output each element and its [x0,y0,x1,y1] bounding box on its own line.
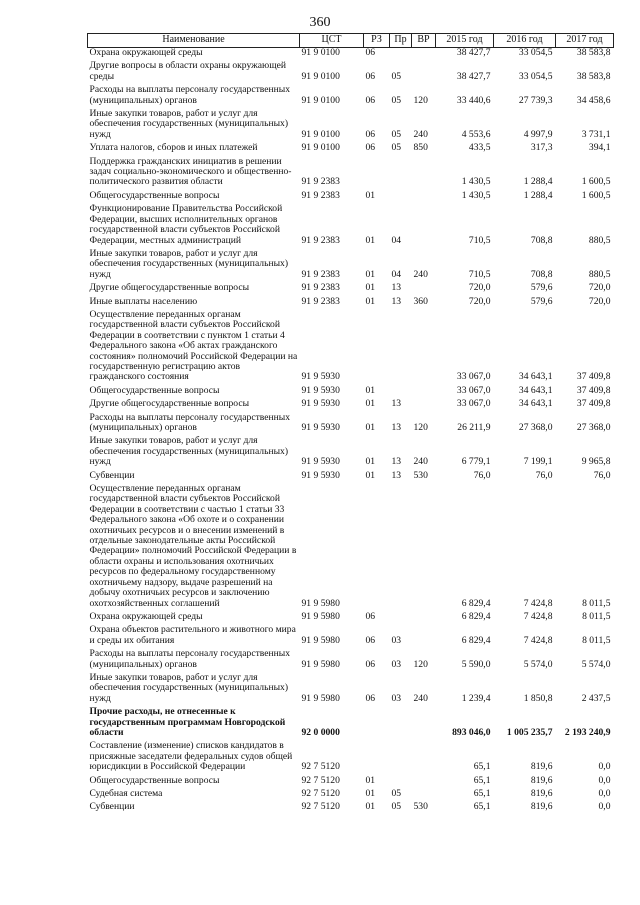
row-vr: 240 [413,128,428,140]
row-2017: 0,0 [598,801,611,813]
row-2017: 394,1 [588,142,611,154]
row-pr: 13 [391,456,402,468]
row-2016: 1 288,4 [523,189,553,201]
row-pr [390,157,412,191]
row-2015: 1 430,5 [461,176,491,188]
table-row [88,283,614,296]
row-rz: 01 [365,234,376,246]
table-row [88,143,614,156]
header-pr: Пр [390,34,412,48]
row-2015: 26 211,9 [457,422,491,433]
row-cst: 91 9 5980 [301,634,340,646]
row-2015: 6 829,4 [461,634,491,646]
row-vr [412,310,436,386]
table-row [88,471,614,484]
row-name: Уплата налогов, сборов и иных платежей [89,142,258,154]
row-pr: 13 [391,469,402,481]
row-rz [364,741,390,775]
row-pr: 05 [391,142,402,154]
row-2015: 38 427,7 [456,47,491,58]
row-name: Иные закупки товаров, работ и услуг для обеспечения государственных (муниципальных) нужд [89,671,289,704]
table-row [88,310,614,386]
row-vr: 120 [413,422,428,433]
row-2017: 34 458,6 [576,94,611,106]
table-row [88,204,614,249]
row-2015: 65,1 [473,774,491,786]
row-name: Составление (изменение) списков кандидатов в присяжные заседатели федеральных судов общей юрисдикции в Российской Федерации [89,740,293,773]
table-row [88,61,614,85]
row-cst: 92 7 5120 [301,761,340,773]
row-2016: 34 643,1 [518,371,553,383]
row-2017: 3 731,1 [581,128,611,140]
header-2017: 2017 год [556,34,614,48]
row-cst: 91 9 2383 [301,176,340,188]
row-vr: 240 [413,456,428,468]
row-2016: 1 850,8 [523,692,553,704]
page-number: 360 [309,15,331,30]
row-vr [412,707,436,741]
row-2017: 37 409,8 [576,371,611,383]
row-2015: 710,5 [468,234,491,246]
row-cst: 91 9 5930 [301,371,340,383]
row-2016: 27 739,3 [518,94,553,106]
row-2017: 2 437,5 [581,692,611,704]
row-vr [412,48,436,62]
row-2017: 880,5 [588,268,611,280]
row-pr: 05 [391,128,402,140]
row-2015: 76,0 [473,469,491,481]
row-vr [412,612,436,625]
header-name: Наименование [88,34,300,48]
row-name: Субвенции [89,801,135,813]
row-2017: 720,0 [588,295,611,307]
row-2016: 317,3 [530,142,553,154]
row-2017: 1 600,5 [581,176,611,188]
table-row [88,109,614,143]
row-2015: 893 046,0 [452,726,491,738]
table-row [88,649,614,673]
row-name: Другие общегосударственные вопросы [89,398,250,410]
table-row [88,249,614,283]
row-pr: 03 [391,692,402,704]
row-2017: 37 409,8 [576,384,611,396]
row-vr: 120 [413,94,428,106]
row-2015: 65,1 [473,801,491,813]
row-2015: 33 067,0 [456,398,491,410]
row-2016: 34 643,1 [518,384,553,396]
row-cst: 91 9 2383 [301,282,340,294]
row-rz: 01 [365,456,376,468]
row-2016: 819,6 [530,801,553,813]
row-name: Судебная система [89,788,163,799]
row-cst: 91 9 5980 [301,610,340,622]
row-cst: 91 9 5980 [301,597,340,609]
row-vr: 360 [413,295,428,307]
budget-table [87,33,614,816]
row-2015: 6 829,4 [461,610,491,622]
row-cst: 91 9 5980 [301,658,340,670]
row-rz: 06 [365,634,376,646]
row-rz: 06 [365,610,376,622]
table-row [88,436,614,470]
row-vr [412,204,436,249]
row-rz: 06 [365,692,376,704]
row-cst: 91 9 5930 [301,456,340,468]
row-2016: 7 424,8 [523,610,553,622]
row-2015: 6 779,1 [461,456,491,468]
row-2015: 38 427,7 [456,70,491,82]
row-cst: 91 9 5930 [301,384,340,396]
row-cst: 91 9 2383 [301,268,340,280]
row-rz: 01 [365,295,376,307]
row-2015: 65,1 [473,761,491,773]
row-vr: 850 [413,142,428,154]
row-vr: 240 [413,268,428,280]
table-row [88,707,614,741]
row-pr: 05 [391,70,402,82]
row-rz: 06 [365,94,376,106]
table-body [88,48,614,816]
row-2015: 4 553,6 [461,128,491,140]
row-2017: 2 193 240,9 [564,726,611,738]
row-2015: 433,5 [468,142,491,154]
row-2016: 33 054,5 [518,70,553,82]
row-2017: 8 011,5 [582,634,611,646]
table-row [88,399,614,412]
row-pr [390,484,412,612]
row-2016: 1 288,4 [523,176,553,188]
row-vr [412,191,436,204]
row-pr: 04 [391,234,402,246]
row-vr: 240 [413,692,428,704]
row-2016: 819,6 [530,761,553,773]
row-vr [412,625,436,649]
row-2015: 720,0 [468,282,491,294]
row-2016: 708,8 [530,268,553,280]
row-vr [412,484,436,612]
row-2017: 38 583,8 [576,70,611,82]
table-row [88,157,614,191]
row-name: Субвенции [89,469,135,481]
row-cst: 91 9 0100 [301,128,340,140]
row-pr [390,741,412,775]
header-rz: РЗ [364,34,390,48]
row-2016: 579,6 [530,282,553,294]
table-row [88,413,614,437]
row-vr [412,386,436,399]
row-2015: 33 067,0 [456,371,491,383]
row-2016: 33 054,5 [518,47,553,58]
row-name: Другие вопросы в области охраны окружающей среды [89,60,286,82]
row-2017: 720,0 [588,282,611,294]
row-name: Общегосударственные вопросы [89,384,220,396]
row-2015: 1 430,5 [461,189,491,201]
row-rz: 01 [365,384,376,396]
row-name: Расходы на выплаты персоналу государственных (муниципальных) органов [89,84,291,106]
row-rz: 06 [365,658,376,670]
row-2017: 8 011,5 [582,597,611,609]
table-row [88,741,614,775]
row-cst: 92 7 5120 [301,774,340,786]
row-2016: 27 368,0 [518,422,553,433]
row-rz: 06 [365,70,376,82]
row-rz [364,707,390,741]
row-cst: 92 0 0000 [301,726,340,738]
row-cst: 91 9 5980 [301,692,340,704]
row-2016: 1 005 235,7 [506,726,553,738]
row-rz: 01 [365,282,376,294]
row-cst: 91 9 2383 [301,234,340,246]
row-vr [412,283,436,296]
row-vr [412,61,436,85]
row-2015: 710,5 [468,268,491,280]
row-2017: 0,0 [598,761,611,773]
row-pr: 03 [391,658,402,670]
row-2016: 34 643,1 [518,398,553,410]
row-2016: 7 424,8 [523,597,553,609]
row-2016: 708,8 [530,234,553,246]
row-name: Прочие расходы, не отнесенные к государственным программам Новгородской области [89,706,286,738]
row-rz [364,310,390,386]
row-2017: 76,0 [593,469,611,481]
row-cst: 92 7 5120 [301,788,340,799]
table-row [88,612,614,625]
row-2015: 33 067,0 [456,384,491,396]
row-pr: 05 [391,801,402,813]
row-name: Общегосударственные вопросы [89,189,220,201]
row-2016: 579,6 [530,295,553,307]
row-pr: 13 [391,398,402,410]
row-vr: 530 [413,469,428,481]
row-rz: 01 [365,398,376,410]
row-pr: 05 [391,94,402,106]
row-name: Иные закупки товаров, работ и услуг для обеспечения государственных (муниципальных) нужд [89,108,289,140]
row-2015: 5 590,0 [461,658,491,670]
row-pr [390,191,412,204]
row-2017: 1 600,5 [581,189,611,201]
header-2015: 2015 год [436,34,494,48]
table-row [88,484,614,612]
row-2017: 0,0 [598,774,611,786]
row-rz: 01 [365,189,376,201]
row-rz: 01 [365,469,376,481]
row-cst: 91 9 2383 [301,295,340,307]
row-name: Иные закупки товаров, работ и услуг для обеспечения государственных (муниципальных) нужд [89,247,289,280]
row-2016: 7 424,8 [523,634,553,646]
row-2017: 27 368,0 [576,422,611,433]
row-pr: 05 [391,788,402,799]
row-2015: 65,1 [473,788,491,799]
table-row [88,85,614,109]
row-rz: 01 [365,801,376,813]
row-pr [390,776,412,789]
row-name: Иные выплаты населению [89,295,198,307]
row-2017: 38 583,8 [576,47,611,58]
row-cst: 91 9 0100 [301,142,340,154]
row-name: Общегосударственные вопросы [89,774,220,786]
row-pr [390,386,412,399]
row-rz: 01 [365,422,376,433]
row-rz [364,484,390,612]
row-2017: 5 574,0 [581,658,611,670]
row-2017: 37 409,8 [576,398,611,410]
row-cst: 91 9 5930 [301,469,340,481]
row-cst: 91 9 0100 [301,94,340,106]
table-row [88,776,614,789]
header-2016: 2016 год [494,34,556,48]
table-row [88,191,614,204]
row-vr [412,789,436,802]
row-2016: 819,6 [530,788,553,799]
row-name: Охрана объектов растительного и животного мира и среды их обитания [89,624,296,646]
row-name: Функционирование Правительства Российской Федерации, высших исполнительных органов государственной власти субъектов Российской Федерации, местных администраций [89,203,283,246]
row-rz: 06 [365,47,376,58]
row-name: Поддержка гражданских инициатив в решении задач социально-экономического и общественно-политического развития области [89,155,292,188]
row-pr: 13 [391,295,402,307]
table-row [88,673,614,707]
row-rz: 01 [365,268,376,280]
row-name: Охрана окружающей среды [89,47,203,58]
row-vr: 120 [413,658,428,670]
row-name: Иные закупки товаров, работ и услуг для обеспечения государственных (муниципальных) нужд [89,435,289,468]
row-vr [412,776,436,789]
row-name: Расходы на выплаты персоналу государственных (муниципальных) органов [89,648,291,670]
row-pr [390,48,412,62]
table-row [88,802,614,815]
row-pr: 03 [391,634,402,646]
row-vr [412,399,436,412]
row-pr [390,310,412,386]
header-vr: ВР [412,34,436,48]
row-2017: 9 965,8 [581,456,611,468]
row-vr [412,157,436,191]
table-header-row [88,34,614,48]
header-cst: ЦСТ [300,34,364,48]
row-vr: 530 [413,801,428,813]
row-2016: 5 574,0 [523,658,553,670]
row-rz: 06 [365,128,376,140]
row-cst: 91 9 5930 [301,398,340,410]
row-2016: 7 199,1 [523,456,553,468]
row-2015: 6 829,4 [461,597,491,609]
row-pr: 13 [391,422,402,433]
row-cst: 91 9 5930 [301,422,340,433]
row-2016: 4 997,9 [523,128,553,140]
row-name: Расходы на выплаты персоналу государственных (муниципальных) органов [89,411,291,433]
row-rz: 01 [365,774,376,786]
table-row [88,789,614,802]
row-pr [390,612,412,625]
row-name: Осуществление переданных органам государственной власти субъектов Российской Федерации в соответствии с пунктом 1 статьи 4 Федерального закона «Об актах гражданского состояния» полномочий Российской Федерации на государственную регистрацию актов гражданского состояния [89,308,298,383]
row-name: Осуществление переданных органам государственной власти субъектов Российской Федерации в соответствии с частью 1 статьи 33 Федерального закона «Об охоте и о сохранении охотничьих ресурсов и о внесении изменений в отдельные законодательные акты Российской Федерации» полномочий Российской Федерации в области охраны и использования охотничьих ресурсов по федеральному государственному охотничьему надзору, выдаче разрешений на добычу охотничьих ресурсов и заключению охотхозяйственных соглашений [89,483,297,609]
row-2015: 720,0 [468,295,491,307]
table-row [88,386,614,399]
row-vr [412,741,436,775]
row-cst: 91 9 0100 [301,47,340,58]
row-pr: 04 [391,268,402,280]
row-2017: 8 011,5 [582,610,611,622]
row-rz: 01 [365,788,376,799]
row-rz: 06 [365,142,376,154]
row-2015: 1 239,4 [461,692,491,704]
row-cst: 91 9 2383 [301,189,340,201]
row-2015: 33 440,6 [456,94,491,106]
table-row [88,625,614,649]
row-name: Охрана окружающей среды [89,610,203,622]
row-rz [364,157,390,191]
row-name: Другие общегосударственные вопросы [89,282,250,294]
row-pr [390,707,412,741]
table-row [88,297,614,310]
row-2017: 880,5 [588,234,611,246]
row-2017: 0,0 [598,788,611,799]
row-pr: 13 [391,282,402,294]
table-row [88,48,614,62]
row-cst: 91 9 0100 [301,70,340,82]
row-2016: 76,0 [535,469,553,481]
row-cst: 92 7 5120 [301,801,340,813]
row-2016: 819,6 [530,774,553,786]
